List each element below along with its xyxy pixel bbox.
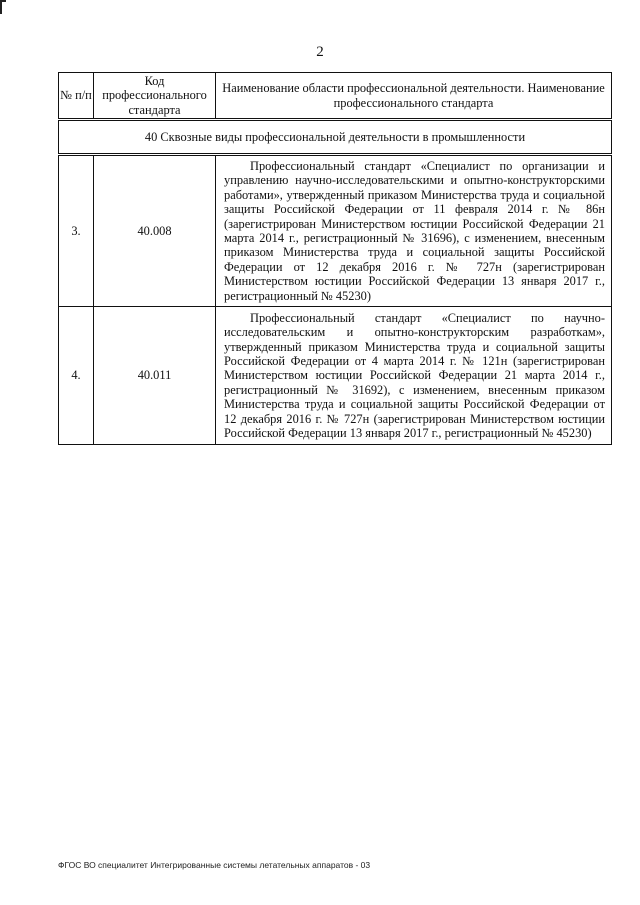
row-number: 3. [59, 155, 94, 307]
table-row [59, 155, 612, 307]
header-code: Код профессионального стандарта [94, 73, 216, 120]
standard-code: 40.008 [94, 155, 216, 307]
document-footer: ФГОС ВО специалитет Интегрированные системы летательных аппаратов - 03 [58, 860, 371, 870]
row-number: 4. [59, 307, 94, 445]
header-num: № п/п [59, 73, 94, 120]
table-row [59, 307, 612, 445]
standard-code: 40.011 [94, 307, 216, 445]
header-name: Наименование области профессиональной деятельности. Наименование профессионального стандарта [216, 73, 612, 120]
section-row [59, 120, 612, 155]
table-header-row [59, 73, 612, 120]
scan-corner-mark [0, 0, 6, 14]
standard-description-text: Профессиональный стандарт «Специалист по организации и управлению научно-исследовательскими и опытно-конструкторскими работами», утвержденный приказом Министерства труда и социальной защиты Российской Федерации от 11 февраля 2014 г. № 86н (зарегистрирован Министерством юстиции Российской Федерации 21 марта 2014 г., регистрационный № 31696), с изменением, внесенным приказом Министерства труда и социальной защиты Российской Федерации от 12 декабря 2016 г. № 727н (зарегистрирован Министерством юстиции Российской Федерации 13 января 2017 г., регистрационный № 45230) [224, 159, 605, 303]
section-title: 40 Сквозные виды профессиональной деятельности в промышленности [59, 120, 612, 155]
standard-description [216, 307, 612, 445]
standard-description [216, 155, 612, 307]
standard-description-text: Профессиональный стандарт «Специалист по научно-исследовательским и опытно-конструкторским разработкам», утвержденный приказом Министерства труда и социальной защиты Российской Федерации от 4 марта 2014 г. № 121н (зарегистрирован Министерством юстиции Российской Федерации 21 марта 2014 г., регистрационный № 31692), с изменением, внесенным приказом Министерства труда и социальной защиты Российской Федерации от 12 декабря 2016 г. № 727н (зарегистрирован Министерством юстиции Российской Федерации 13 января 2017 г., регистрационный № 45230) [224, 310, 605, 440]
professional-standards-table [58, 72, 612, 445]
page-number: 2 [316, 44, 324, 60]
